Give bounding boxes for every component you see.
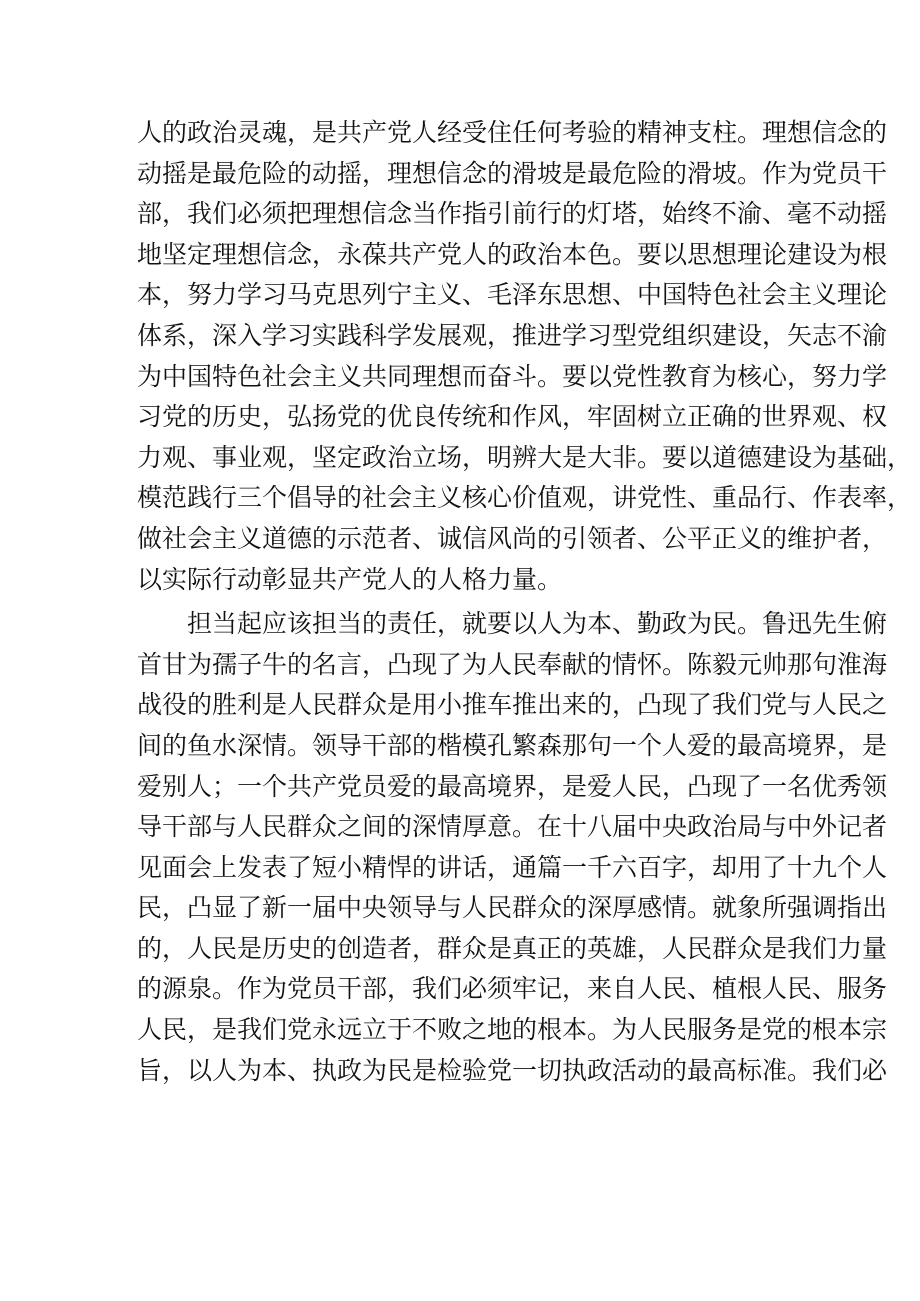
text-line: 担当起应该担当的责任，就要以人为本、勤政为民。鲁迅先生俯 (187, 609, 888, 639)
text-line: 的源泉。作为党员干部，我们必须牢记，来自人民、植根人民、服务 (137, 974, 888, 1004)
text-line: 人民，是我们党永远立于不败之地的根本。为人民服务是党的根本宗 (137, 1015, 888, 1045)
text-line: 模范践行三个倡导的社会主义核心价值观，讲党性、重品行、作表率， (137, 483, 913, 513)
text-line: 导干部与人民群众之间的深情厚意。在十八届中央政治局与中外记者 (137, 812, 888, 842)
text-line: 见面会上发表了短小精悍的讲话，通篇一千六百字，却用了十九个人 (137, 852, 888, 882)
document-body (137, 113, 913, 1091)
text-line: 民，凸显了新一届中央领导与人民群众的深厚感情。就象所强调指出 (137, 893, 888, 923)
text-line: 做社会主义道德的示范者、诚信风尚的引领者、公平正义的维护者， (137, 523, 888, 553)
text-line: 为中国特色社会主义共同理想而奋斗。要以党性教育为核心，努力学 (137, 361, 888, 391)
paragraph-1 (137, 113, 913, 600)
text-line: 旨，以人为本、执政为民是检验党一切执政活动的最高标准。我们必 (137, 1055, 888, 1085)
text-line: 以实际行动彰显共产党人的人格力量。 (137, 564, 563, 594)
text-line: 地坚定理想信念，永葆共产党人的政治本色。要以思想理论建设为根 (137, 239, 888, 269)
text-line: 本，努力学习马克思列宁主义、毛泽东思想、中国特色社会主义理论 (137, 280, 888, 310)
text-line: 体系，深入学习实践科学发展观，推进学习型党组织建设，矢志不渝 (137, 320, 888, 350)
text-line: 战役的胜利是人民群众是用小推车推出来的，凸现了我们党与人民之 (137, 690, 888, 720)
text-line: 动摇是最危险的动摇，理想信念的滑坡是最危险的滑坡。作为党员干 (137, 158, 888, 188)
text-line: 力观、事业观，坚定政治立场，明辨大是大非。要以道德建设为基础， (137, 442, 913, 472)
text-line: 习党的历史，弘扬党的优良传统和作风，牢固树立正确的世界观、权 (137, 402, 888, 432)
paragraph-2 (137, 604, 888, 1091)
text-line: 间的鱼水深情。领导干部的楷模孔繁森那句一个人爱的最高境界，是 (137, 730, 888, 760)
text-line: 部，我们必须把理想信念当作指引前行的灯塔，始终不渝、毫不动摇 (137, 199, 888, 229)
text-line: 爱别人；一个共产党员爱的最高境界，是爱人民，凸现了一名优秀领 (137, 771, 888, 801)
text-line: 首甘为孺子牛的名言，凸现了为人民奉献的情怀。陈毅元帅那句淮海 (137, 649, 888, 679)
text-line: 的，人民是历史的创造者，群众是真正的英雄，人民群众是我们力量 (137, 933, 888, 963)
text-line: 人的政治灵魂，是共产党人经受住任何考验的精神支柱。理想信念的 (137, 118, 888, 147)
